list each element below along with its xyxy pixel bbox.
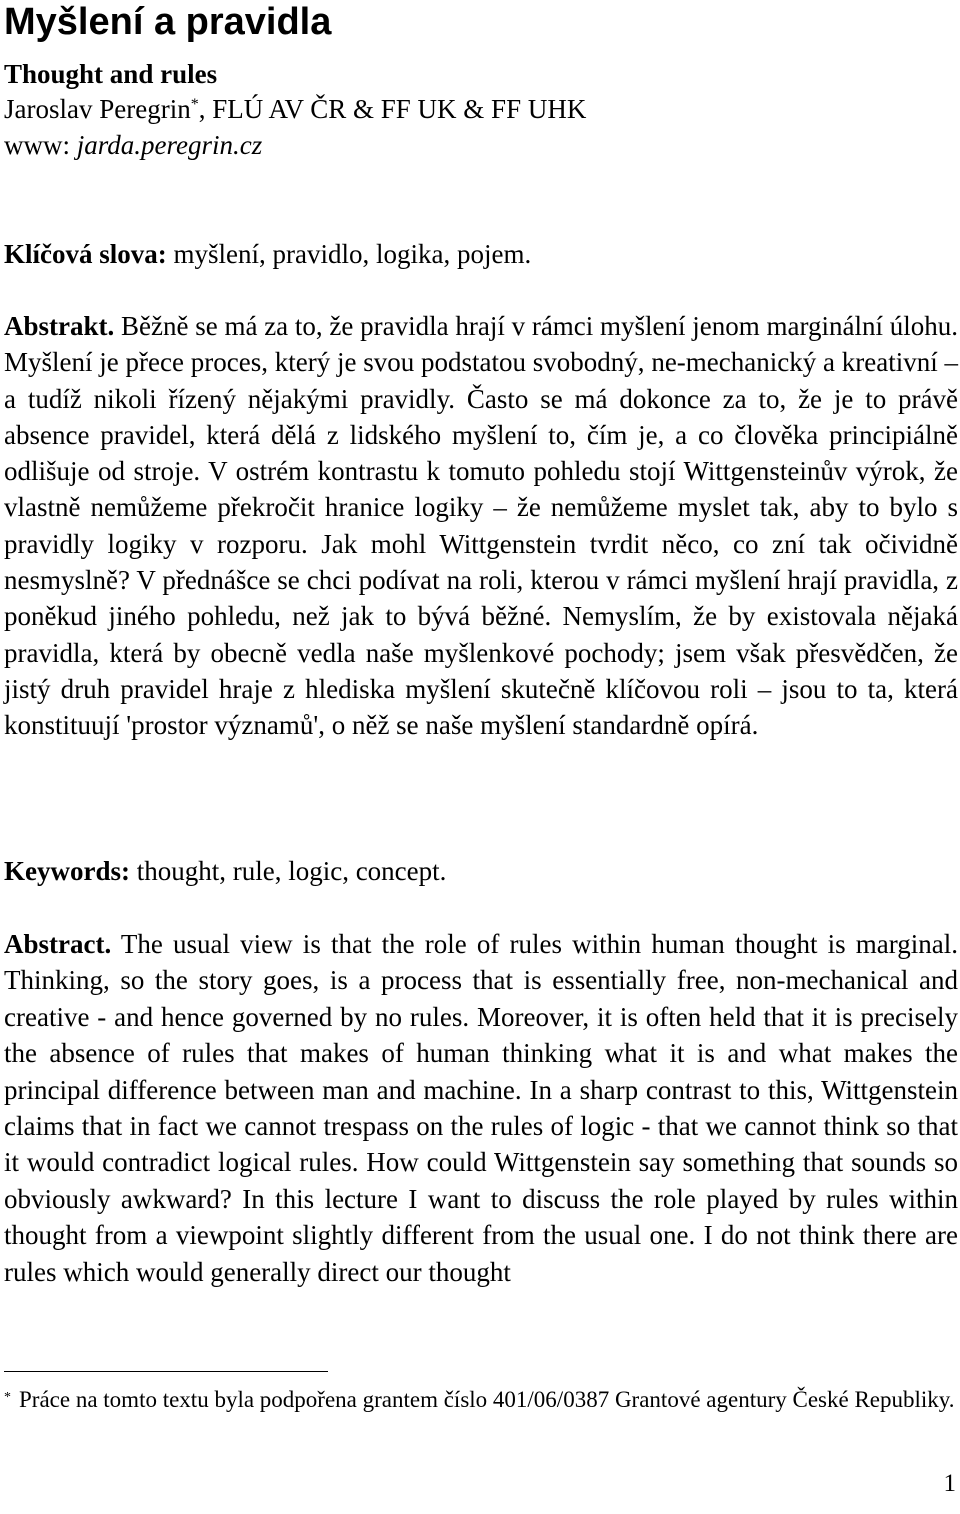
keywords-czech-label: Klíčová slova: (4, 239, 167, 269)
footnote (4, 1383, 958, 1416)
author-name: Jaroslav Peregrin (4, 94, 191, 124)
footnote-text: Práce na tomto textu byla podpořena grantem číslo 401/06/0387 Grantové agentury České Republiky. (19, 1387, 955, 1412)
abstract-english-text: The usual view is that the role of rules within human thought is marginal. Thinking, so the story goes, is a process that is essentially free, non-mechanical and creative - and hence governed by no rules. Moreover, it is often held that it is precisely the absence of rules that makes of human thinking what it is and what makes the principal difference between man and machine. In a sharp contrast to this, Wittgenstein claims that in fact we cannot trespass on the rules of logic - that we cannot think so that it would contradict logical rules. How could Wittgenstein say something that sounds so obviously awkward? In this lecture I want to discuss the role played by rules within thought from a viewpoint slightly different from the usual one. I do not think there are rules which would generally direct our thought (4, 929, 958, 1287)
web-label: www: (4, 130, 77, 160)
abstract-english (4, 926, 958, 1290)
keywords-english-label: Keywords: (4, 856, 130, 886)
keywords-english-text: thought, rule, logic, concept. (129, 856, 447, 886)
abstract-english-label: Abstract. (4, 929, 112, 959)
author-footnote-mark: * (190, 96, 199, 113)
keywords-english (4, 853, 446, 889)
keywords-czech-text: myšlení, pravidlo, logika, pojem. (166, 239, 532, 269)
author-line (4, 91, 586, 127)
abstract-czech (4, 308, 958, 744)
keywords-czech (4, 236, 531, 272)
web-line (4, 127, 262, 163)
paper-title-czech: Myšlení a pravidla (4, 1, 332, 43)
author-affiliation: , FLÚ AV ČR & FF UK & FF UHK (198, 94, 587, 124)
abstract-czech-label: Abstrakt. (4, 311, 115, 341)
web-url-link[interactable]: jarda.peregrin.cz (76, 130, 263, 160)
abstract-czech-text: Běžně se má za to, že pravidla hrají v rámci myšlení jenom marginální úlohu. Myšlení je přece proces, který je svou podstatou svobodný, ne-mechanický a kreativní – a tudíž nikoli řízený nějakými pravidly. Často se má dokonce za to, že je to právě absence pravidel, která dělá z lidského myšlení to, čím je, a co člověka principiálně odlišuje od stroje. V ostrém kontrastu k tomuto pohledu stojí Wittgensteinův výrok, že vlastně nemůžeme překročit hranice logiky – že nemůžeme myslet tak, aby to bylo s pravidly logiky v rozporu. Jak mohl Wittgenstein tvrdit něco, co zní tak očividně nesmyslně? V přednášce se chci podívat na roli, kterou v rámci myšlení hrají pravidla, z poněkud jiného pohledu, než jak to bývá běžné. Nemyslím, že by existovala nějaká pravidla, která by obecně vedla naše myšlenkové pochody; jsem však přesvědčen, že jistý druh pravidel hraje z hlediska myšlení skutečně klíčovou roli – jsou to ta, která konstituují 'prostor významů', o něž se naše myšlení standardně opírá. (4, 311, 959, 741)
paper-title-english: Thought and rules (4, 59, 218, 89)
page-number: 1 (943, 1470, 956, 1497)
footnote-divider (4, 1371, 328, 1372)
footnote-mark: * (4, 1390, 11, 1405)
